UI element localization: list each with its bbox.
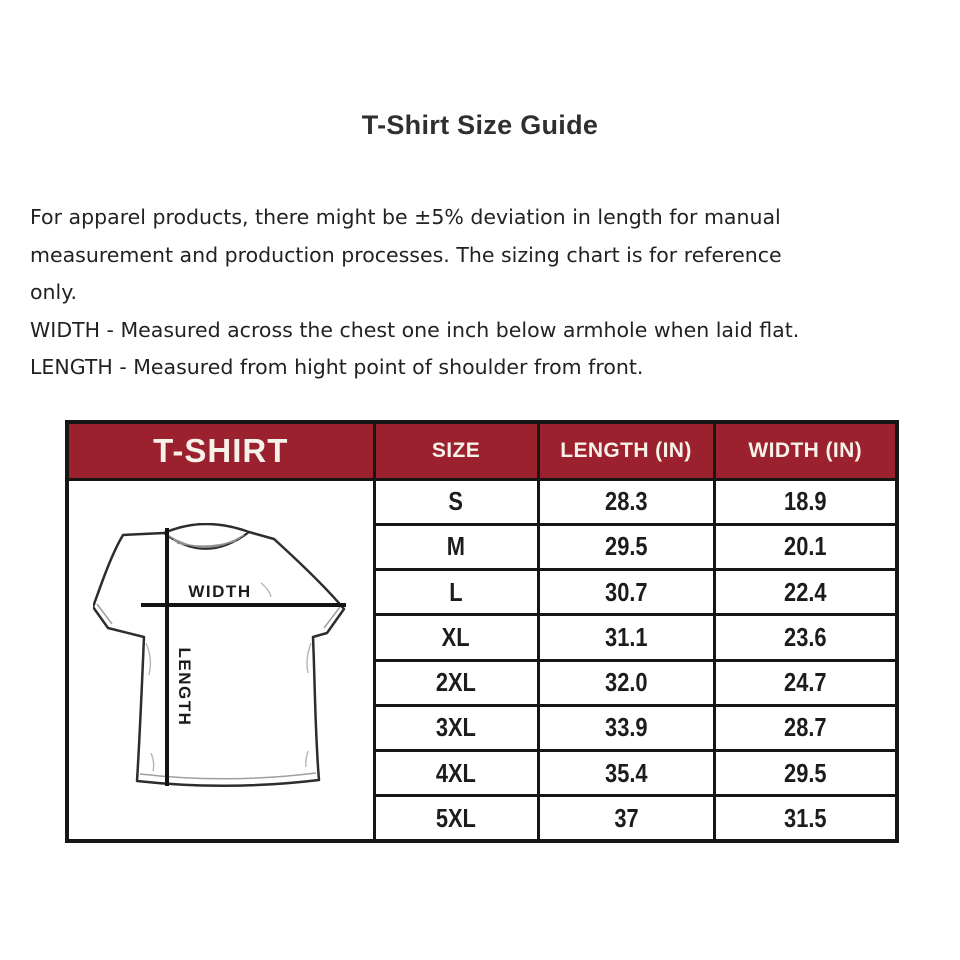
tshirt-diagram [93, 523, 348, 792]
table-header-row [67, 422, 897, 479]
size-value: S [448, 486, 464, 517]
size-cell [374, 660, 538, 705]
size-guide-description [30, 199, 940, 387]
width-value: 31.5 [783, 802, 827, 833]
size-cell [374, 479, 538, 524]
product-header-cell: T-SHIRT [67, 422, 374, 479]
width-cell [714, 479, 897, 524]
size-value: 5XL [435, 802, 477, 833]
length-value: 31.1 [604, 621, 648, 652]
width-cell [714, 796, 897, 841]
length-cell [538, 570, 714, 615]
width-column-header: WIDTH (IN) [714, 422, 897, 479]
size-guide-table-wrapper [65, 420, 899, 843]
size-value: L [449, 576, 463, 607]
description-line: only. [30, 280, 77, 304]
width-value: 23.6 [783, 621, 827, 652]
length-value: 28.3 [604, 486, 648, 517]
size-cell [374, 751, 538, 796]
size-cell [374, 705, 538, 750]
length-value: 35.4 [604, 757, 648, 788]
length-cell [538, 705, 714, 750]
length-value: 33.9 [604, 712, 648, 743]
length-cell [538, 524, 714, 569]
length-label: LENGTH [175, 647, 195, 727]
description-line: measurement and production processes. The sizing chart is for reference [30, 242, 782, 267]
width-value: 22.4 [783, 576, 827, 607]
width-value: 24.7 [783, 667, 827, 698]
tshirt-diagram-cell [67, 479, 374, 841]
width-value: 28.7 [783, 712, 827, 743]
length-value: 30.7 [604, 576, 648, 607]
length-cell [538, 615, 714, 660]
length-value: 37 [613, 802, 639, 833]
width-value: 18.9 [783, 486, 827, 517]
length-cell [538, 479, 714, 524]
length-column-header: LENGTH (IN) [538, 422, 714, 479]
length-value: 29.5 [604, 531, 648, 562]
length-cell [538, 660, 714, 705]
size-cell [374, 570, 538, 615]
size-value: XL [442, 621, 470, 652]
size-value: 3XL [435, 712, 477, 743]
width-cell [714, 705, 897, 750]
table-row [67, 479, 897, 524]
size-value: 4XL [435, 757, 477, 788]
width-label: WIDTH [188, 581, 252, 601]
size-column-header: SIZE [374, 422, 538, 479]
width-value: 29.5 [783, 757, 827, 788]
size-value: 2XL [435, 667, 477, 698]
description-line: For apparel products, there might be ±5% deviation in length for manual [30, 205, 781, 229]
width-value: 20.1 [783, 531, 827, 562]
width-cell [714, 524, 897, 569]
size-table [65, 420, 899, 843]
width-cell [714, 570, 897, 615]
width-cell [714, 751, 897, 796]
size-cell [374, 524, 538, 569]
page-title: T-Shirt Size Guide [361, 110, 599, 140]
tshirt-outline [93, 524, 344, 786]
width-cell [714, 660, 897, 705]
length-value: 32.0 [604, 667, 648, 698]
length-cell [538, 751, 714, 796]
length-definition-line: LENGTH - Measured from hight point of shoulder from front. [30, 355, 644, 379]
width-cell [714, 615, 897, 660]
size-value: M [446, 531, 466, 562]
width-definition-line: WIDTH - Measured across the chest one inch below armhole when laid flat. [30, 317, 800, 342]
size-cell [374, 796, 538, 841]
size-cell [374, 615, 538, 660]
length-cell [538, 796, 714, 841]
